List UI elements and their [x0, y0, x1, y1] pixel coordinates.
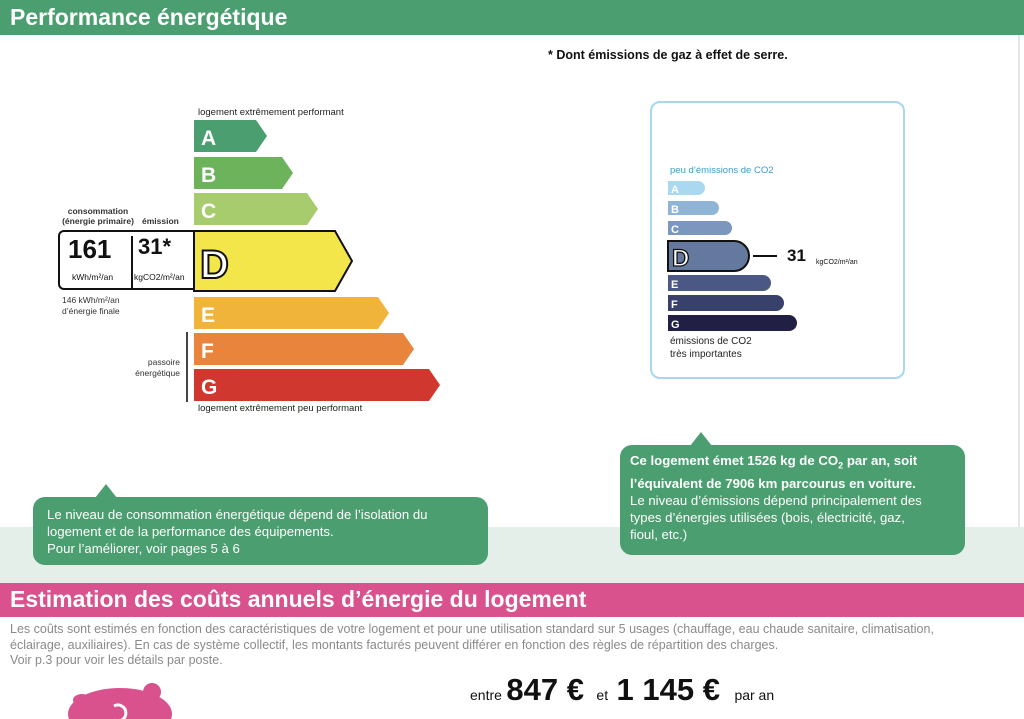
- emission-unit: kgCO2/m²/an: [134, 272, 185, 282]
- co2-bar-e: [668, 275, 771, 291]
- co2-bubble-line4: types d’énergies utilisées (bois, électricité, gaz,: [630, 509, 905, 525]
- cost-per-year: par an: [734, 687, 775, 703]
- co2-class-b: [668, 201, 719, 216]
- co2-bubble-line2: l’équivalent de 7906 km parcourus en voiture.: [630, 475, 916, 491]
- final-energy-label: [62, 295, 120, 317]
- co2-value: 31: [787, 246, 806, 265]
- costs-desc-line1: Les coûts sont estimés en fonction des caractéristiques de votre logement et pour une utilisation standard sur 5 usages (chauffage, eau chaude sanitaire, climatisation,: [10, 622, 934, 636]
- costs-title: Estimation des coûts annuels d’énergie du logement: [10, 586, 587, 612]
- emission-value: 31*: [138, 234, 172, 259]
- energy-class-c: [194, 193, 318, 225]
- co2-bubble-line5: fioul, etc.): [630, 526, 688, 542]
- co2-bubble-line1: [630, 452, 955, 475]
- energy-bar-g: [194, 369, 440, 401]
- emission-label: émission: [142, 216, 179, 226]
- co2-bottom-line2: très importantes: [670, 349, 742, 360]
- co2-bar-f: [668, 295, 784, 311]
- energy-letter-b: B: [201, 164, 217, 187]
- co2-scale-bars: [660, 175, 900, 335]
- energy-class-e: [194, 297, 389, 329]
- energy-class-d: [194, 231, 352, 291]
- cost-and: et: [596, 687, 609, 703]
- scale-bottom-label: logement extrêmement peu performant: [198, 403, 363, 414]
- co2-bubble-line3: Le niveau d’émissions dépend principalement des: [630, 492, 922, 508]
- costs-header: [0, 583, 1024, 617]
- co2-class-g: [668, 315, 797, 331]
- energy-letter-c: C: [201, 200, 217, 223]
- co2-class-e: [668, 275, 771, 291]
- consumption-value: 161: [68, 234, 112, 264]
- consumption-unit: kWh/m²/an: [72, 272, 114, 282]
- co2-letter-e: E: [671, 279, 679, 291]
- final-energy-line1: 146 kWh/m²/an: [62, 295, 120, 305]
- passoire-line2: énergétique: [135, 368, 180, 378]
- energy-letter-a: A: [201, 127, 217, 150]
- energy-class-b: [194, 157, 293, 189]
- co2-class-d: [668, 241, 777, 272]
- cost-between: entre: [470, 687, 502, 703]
- final-energy-line2: d’énergie finale: [62, 306, 120, 316]
- cost-range: [470, 672, 774, 708]
- co2-letter-f: F: [671, 299, 678, 311]
- co2-letter-g: G: [671, 319, 680, 331]
- energy-bubble-line1: Le niveau de consommation énergétique dépend de l’isolation du: [47, 507, 428, 522]
- co2-letter-a: A: [671, 184, 679, 196]
- co2-bar-g: [668, 315, 797, 331]
- energy-bar-f: [194, 333, 414, 365]
- co2-unit: kgCO2/m²/an: [816, 259, 858, 266]
- co2-letter-d: D: [672, 245, 690, 272]
- costs-desc-line3: Voir p.3 pour voir les détails par poste.: [10, 653, 223, 667]
- co2-top-label: peu d’émissions de CO2: [670, 165, 774, 176]
- scale-top-label: logement extrêmement performant: [198, 107, 344, 118]
- energy-bubble-line2: logement et de la performance des équipements.: [47, 524, 334, 539]
- performance-title: Performance énergétique: [10, 4, 288, 30]
- co2-bottom-line1: émissions de CO2: [670, 336, 752, 347]
- co2-letter-c: C: [671, 224, 679, 236]
- cost-low: 847 €: [506, 672, 584, 707]
- cost-high: 1 145 €: [616, 672, 720, 707]
- consumption-label-line2: (énergie primaire): [62, 216, 134, 226]
- passoire-line1: passoire: [147, 357, 180, 367]
- co2-class-a: [668, 181, 705, 196]
- consumption-label-line1: consommation: [67, 206, 129, 216]
- costs-desc-line2: éclairage, auxiliaires). En cas de système collectif, les montants facturés peuvent différer en fonction des règles de répartition des charges.: [10, 637, 779, 652]
- page-edge: [1018, 35, 1020, 555]
- co2-info-bubble: [620, 445, 965, 555]
- co2-bubble-line1-a: Ce logement émet 1526 kg de CO: [630, 453, 839, 468]
- energy-letter-g: G: [201, 376, 218, 399]
- passoire-indicator: [186, 332, 188, 402]
- co2-bubble-line1-b: par an, soit: [843, 453, 918, 468]
- co2-bottom-label: [670, 335, 752, 361]
- energy-class-g: [194, 369, 440, 401]
- energy-info-bubble: [33, 497, 488, 565]
- co2-bubble-line1-sub: 2: [838, 460, 844, 471]
- piggy-bank-icon: [62, 676, 182, 719]
- energy-bar-e: [194, 297, 389, 329]
- co2-class-c: [668, 221, 732, 236]
- energy-bubble-line3: Pour l’améliorer, voir pages 5 à 6: [47, 541, 240, 556]
- co2-letter-b: B: [671, 204, 679, 216]
- costs-description: [10, 622, 1010, 669]
- consumption-label: [62, 206, 134, 226]
- energy-value-box: [58, 230, 193, 290]
- footnote: * Dont émissions de gaz à effet de serre.: [548, 48, 788, 62]
- value-separator: [131, 236, 133, 288]
- energy-letter-f: F: [201, 340, 214, 363]
- passoire-label: [120, 357, 180, 379]
- co2-class-f: [668, 295, 784, 311]
- energy-class-f: [194, 333, 414, 365]
- energy-letter-e: E: [201, 304, 216, 327]
- energy-class-a: [194, 120, 267, 152]
- energy-letter-d: D: [200, 243, 229, 287]
